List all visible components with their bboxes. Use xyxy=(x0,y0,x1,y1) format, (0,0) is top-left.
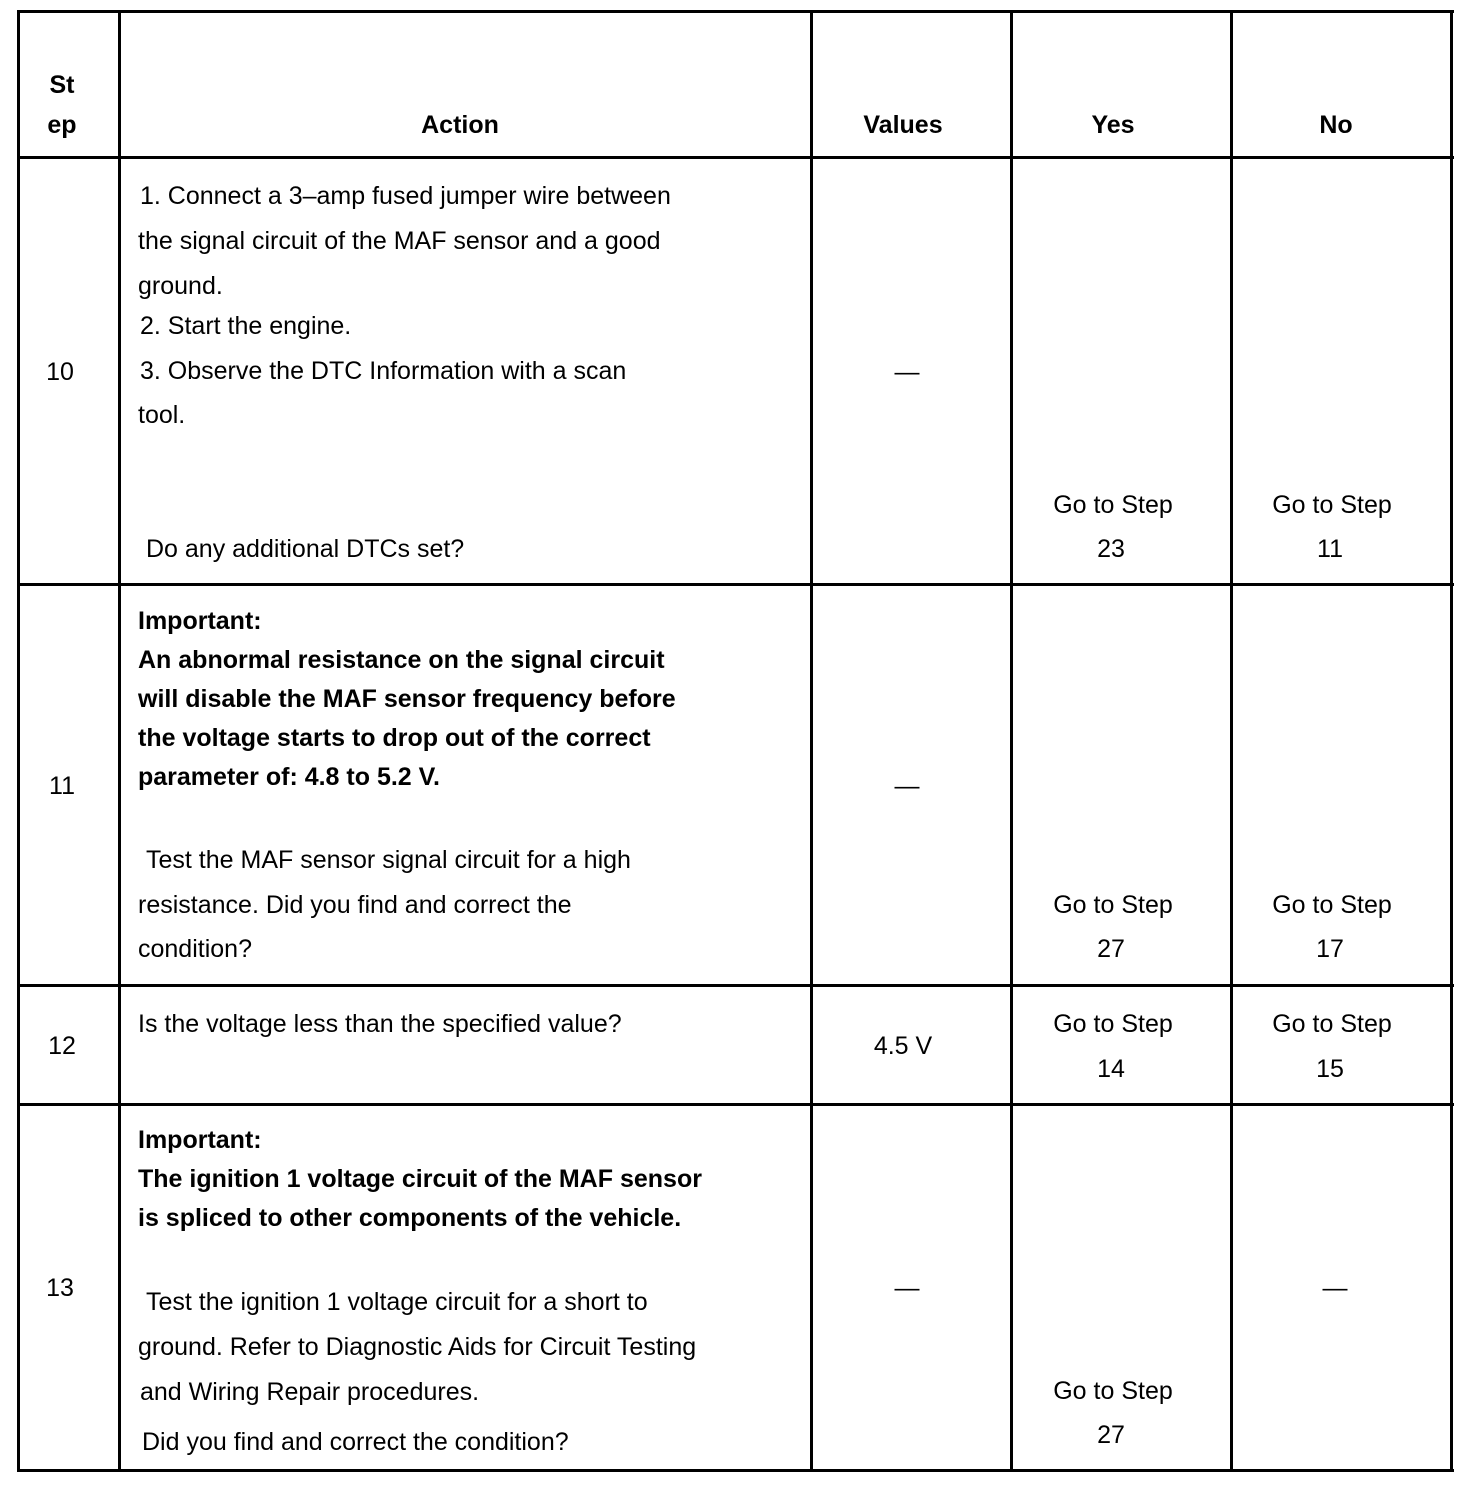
action-text: ground. Refer to Diagnostic Aids for Circuit Testing xyxy=(138,1333,697,1361)
no-cell: Go to Step xyxy=(1272,491,1392,519)
header-yes: Yes xyxy=(1091,111,1135,139)
no-cell: 11 xyxy=(1317,535,1343,563)
row-divider xyxy=(17,583,1454,586)
no-cell: 17 xyxy=(1316,935,1344,963)
action-text: the signal circuit of the MAF sensor and a good xyxy=(138,227,661,255)
important-text: the voltage starts to drop out of the correct xyxy=(138,724,651,752)
action-text: ground. xyxy=(138,272,223,300)
action-text: and Wiring Repair procedures. xyxy=(140,1378,480,1406)
action-question: Is the voltage less than the specified value? xyxy=(138,1010,622,1038)
important-text: will disable the MAF sensor frequency before xyxy=(138,685,676,713)
important-text: parameter of: 4.8 to 5.2 V. xyxy=(138,763,440,791)
header-no: No xyxy=(1319,111,1353,139)
step-number: 11 xyxy=(49,772,75,800)
table-border-top xyxy=(17,10,1454,13)
important-label: Important: xyxy=(138,607,262,635)
value-cell: — xyxy=(894,772,920,800)
value-cell: 4.5 V xyxy=(873,1032,933,1060)
header-step: ep xyxy=(47,111,77,139)
action-text: 1. Connect a 3–amp fused jumper wire between xyxy=(140,182,671,210)
value-cell: — xyxy=(894,1274,920,1302)
no-cell: Go to Step xyxy=(1272,1010,1392,1038)
step-number: 10 xyxy=(46,358,74,386)
header-action: Action xyxy=(421,111,499,139)
yes-cell: Go to Step xyxy=(1053,1377,1173,1405)
yes-cell: 14 xyxy=(1097,1055,1125,1083)
no-cell: — xyxy=(1322,1274,1348,1302)
value-cell: — xyxy=(894,358,920,386)
yes-cell: 27 xyxy=(1097,1421,1125,1449)
action-text: resistance. Did you find and correct the xyxy=(138,891,572,919)
no-cell: Go to Step xyxy=(1272,891,1392,919)
action-text: condition? xyxy=(138,935,252,963)
yes-cell: Go to Step xyxy=(1053,491,1173,519)
action-text: Test the MAF sensor signal circuit for a high xyxy=(146,846,631,874)
table-border-left xyxy=(17,10,20,1472)
step-number: 13 xyxy=(46,1274,74,1302)
column-divider xyxy=(1010,10,1013,1472)
step-number: 12 xyxy=(48,1032,76,1060)
header-step: St xyxy=(49,71,75,99)
action-question: Did you find and correct the condition? xyxy=(142,1428,569,1456)
action-question: Do any additional DTCs set? xyxy=(146,535,465,563)
action-text: tool. xyxy=(138,401,186,429)
important-text: is spliced to other components of the vehicle. xyxy=(138,1204,682,1232)
yes-cell: Go to Step xyxy=(1053,891,1173,919)
no-cell: 15 xyxy=(1316,1055,1344,1083)
important-text: An abnormal resistance on the signal circuit xyxy=(138,646,665,674)
important-label: Important: xyxy=(138,1126,262,1154)
action-text: Test the ignition 1 voltage circuit for a short to xyxy=(146,1288,648,1316)
action-text: 3. Observe the DTC Information with a scan xyxy=(140,357,627,385)
yes-cell: Go to Step xyxy=(1053,1010,1173,1038)
action-text: 2. Start the engine. xyxy=(140,312,352,340)
column-divider xyxy=(118,10,121,1472)
yes-cell: 23 xyxy=(1097,535,1125,563)
header-divider xyxy=(17,156,1454,159)
table-border-right xyxy=(1450,10,1453,1472)
row-divider xyxy=(17,1103,1454,1106)
table-border-bottom xyxy=(17,1469,1454,1472)
row-divider xyxy=(17,984,1454,987)
important-text: The ignition 1 voltage circuit of the MAF sensor xyxy=(138,1165,702,1193)
column-divider xyxy=(810,10,813,1472)
yes-cell: 27 xyxy=(1097,935,1125,963)
column-divider xyxy=(1230,10,1233,1472)
header-values: Values xyxy=(863,111,943,139)
